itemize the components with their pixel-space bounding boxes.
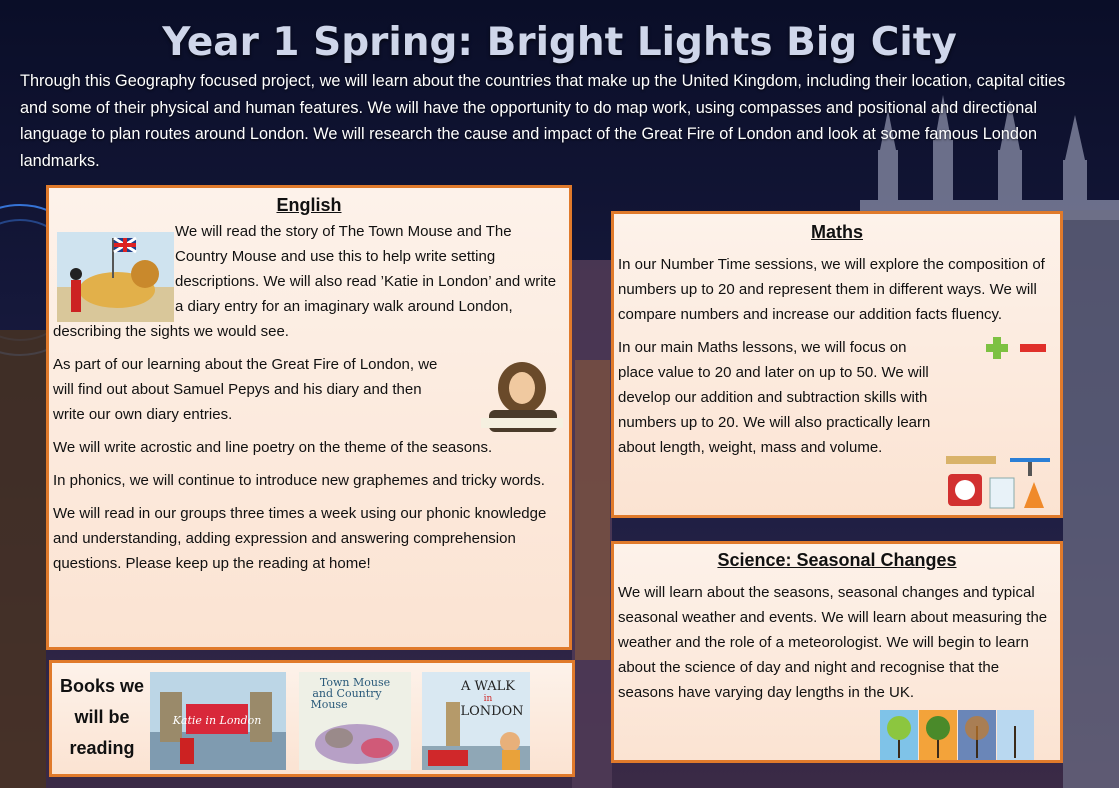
books-label: [58, 671, 146, 764]
book-2-title-line-1: Town Mouse: [319, 676, 391, 689]
book-cover-katie-in-london: [150, 672, 286, 770]
book-3-title-line-1: A WALK: [461, 679, 515, 694]
book-1-title: Katie in London: [172, 714, 262, 727]
science-heading: Science: Seasonal Changes: [717, 550, 957, 570]
book-2-title-line-3: Mouse: [310, 698, 348, 711]
english-paragraph-5: We will read in our groups three times a week using our phonic knowledge and understanding, adding expression and answering comprehension questions. Please keep up the reading at home!: [53, 505, 547, 572]
english-paragraph-1: We will read the story of The Town Mouse and The Country Mouse and use this to help write setting descriptions. We will also read ’Katie in London’ and write a diary entry for an imaginary walk around London, describing the sights we would see.: [53, 219, 565, 344]
books-label-line-1: Books we: [59, 676, 145, 696]
maths-paragraph-1: In our Number Time sessions, we will explore the composition of numbers up to 20 and represent them in different ways. We will compare numbers and increase our addition facts fluency.: [618, 256, 1045, 323]
intro-paragraph: Through this Geography focused project, we will learn about the countries that make up the United Kingdom, including their location, capital cities and some of their physical and human features. We will have the opportunity to do map work, using compasses and positional and directional language to plan routes around London. We will research the cause and impact of the Great Fire of London and look at some famous London landmarks.: [20, 72, 1066, 170]
books-panel: [49, 660, 575, 777]
book-2-title-line-2: and Country: [312, 687, 382, 700]
maths-paragraph-2: In our main Maths lessons, we will focus on place value to 20 and later on up to 50. We will develop our addition and subtraction skills with numbers up to 20. We will also practically learn about length, weight, mass and volume.: [618, 339, 931, 456]
english-paragraph-4: In phonics, we will continue to introduce new graphemes and tricky words.: [53, 472, 545, 489]
science-panel: [611, 541, 1063, 763]
english-panel: [46, 185, 572, 650]
book-cover-town-mouse: [299, 672, 411, 770]
measuring-tools-icon: [946, 452, 1056, 512]
maths-heading: Maths: [810, 222, 863, 242]
samuel-pepys-illustration: [479, 360, 565, 434]
english-paragraph-2: As part of our learning about the Great Fire of London, we will find out about Samuel Pepys and his diary and then write our own diary entries.: [53, 356, 438, 423]
book-3-title-line-2: in: [483, 694, 493, 704]
english-heading: English: [276, 195, 342, 215]
maths-panel: [611, 211, 1063, 518]
page-title: Year 1 Spring: Bright Lights Big City: [162, 20, 957, 65]
book-3-title-line-3: LONDON: [460, 704, 524, 719]
plus-minus-icon: [984, 336, 1050, 360]
books-label-line-3: reading: [69, 738, 135, 758]
books-label-line-2: will be: [74, 707, 130, 727]
english-paragraph-3: We will write acrostic and line poetry on the theme of the seasons.: [53, 439, 493, 456]
four-seasons-trees-icon: [880, 710, 1034, 760]
book-cover-a-walk-in-london: [422, 672, 530, 770]
lion-flag-illustration: [57, 232, 174, 322]
science-paragraph-1: We will learn about the seasons, seasonal changes and typical seasonal weather and events. We will learn about measuring the weather and the role of a meteorologist. We will begin to learn about the science of day and night and recognise that the seasons have varying day lengths in the UK.: [618, 584, 1048, 701]
